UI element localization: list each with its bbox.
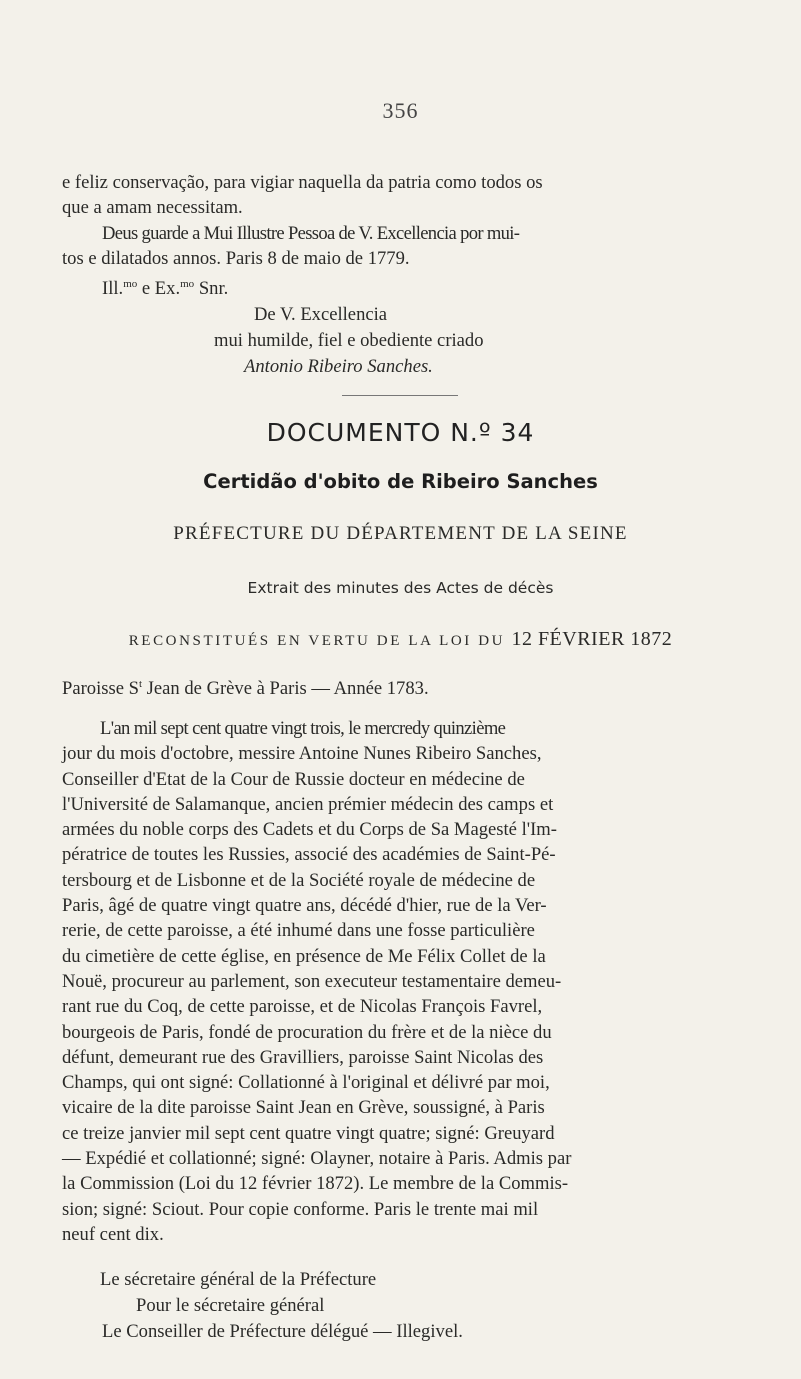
body-line: du cimetière de cette église, en présence de Me Félix Collet de la bbox=[62, 945, 546, 967]
closing-line: De V. Excellencia bbox=[254, 304, 388, 325]
body-line: Conseiller d'Etat de la Cour de Russie docteur en médecine de bbox=[62, 768, 525, 790]
document-title: DOCUMENTO N.º 34 bbox=[266, 418, 535, 447]
body-line: pératrice de toutes les Russies, associé des académies de Saint-Pé- bbox=[62, 844, 556, 866]
body-line: L'an mil sept cent quatre vingt trois, le mercredy quinzième bbox=[100, 718, 506, 739]
body-line: la Commission (Loi du 12 février 1872). Le membre de la Commis- bbox=[62, 1173, 569, 1195]
body-line: bourgeois de Paris, fondé de procuration du frère et de la nièce du bbox=[62, 1021, 552, 1043]
body-line: Champs, qui ont signé: Collationné à l'original et délivré par moi, bbox=[62, 1072, 550, 1094]
salutation: Ill.$^{mo}$ e Ex.$^{mo}$ Snr. bbox=[102, 277, 229, 299]
certificate-body bbox=[62, 716, 692, 1247]
reconstitues-heading: RECONSTITUÉS EN VERTU DE LA LOI DU 12 FÉVRIER 1872 bbox=[128, 628, 673, 650]
prefecture-heading: PRÉFECTURE DU DÉPARTEMENT DE LA SEINE bbox=[173, 523, 628, 544]
body-line: vicaire de la dite paroisse Saint Jean en Grève, soussigné, à Paris bbox=[62, 1097, 545, 1119]
document-subtitle: Certidão d'obito de Ribeiro Sanches bbox=[203, 470, 598, 493]
letter-line: e feliz conservação, para vigiar naquella da patria como todos os bbox=[62, 172, 543, 193]
letter-body bbox=[62, 170, 690, 271]
closing-line: mui humilde, fiel e obediente criado bbox=[214, 330, 484, 351]
body-line: sion; signé: Sciout. Pour copie conforme. Paris le trente mai mil bbox=[62, 1198, 539, 1220]
letter-line: que a amam necessitam. bbox=[62, 197, 243, 219]
letter-line: tos e dilatados annos. Paris 8 de maio de 1779. bbox=[62, 247, 410, 269]
letter-line: Deus guarde a Mui Illustre Pessoa de V. Excellencia por mui- bbox=[102, 222, 520, 244]
divider bbox=[342, 395, 458, 396]
signature-line: Le sécretaire général de la Préfecture bbox=[100, 1269, 377, 1290]
body-line: neuf cent dix. bbox=[62, 1223, 164, 1245]
body-line: jour du mois d'octobre, messire Antoine Nunes Ribeiro Sanches, bbox=[62, 743, 542, 765]
extrait-heading: Extrait des minutes des Actes de décès bbox=[247, 579, 554, 597]
body-line: tersbourg et de Lisbonne et de la Société royale de médecine de bbox=[62, 869, 536, 891]
body-line: Nouë, procureur au parlement, son executeur testamentaire demeu- bbox=[62, 970, 562, 992]
letter-signature: Antonio Ribeiro Sanches. bbox=[244, 356, 433, 377]
signature-line: Pour le sécretaire général bbox=[136, 1295, 325, 1316]
body-line: ce treize janvier mil sept cent quatre vingt quatre; signé: Greuyard bbox=[62, 1122, 555, 1144]
body-line: armées du noble corps des Cadets et du Corps de Sa Magesté l'Im- bbox=[62, 819, 557, 841]
body-line: défunt, demeurant rue des Gravilliers, paroisse Saint Nicolas des bbox=[62, 1046, 544, 1068]
page-number: 356 bbox=[382, 98, 419, 123]
signature-line: Le Conseiller de Préfecture délégué — Illegivel. bbox=[102, 1321, 463, 1342]
body-line: rant rue du Coq, de cette paroisse, et de Nicolas François Favrel, bbox=[62, 996, 543, 1018]
body-line: l'Université de Salamanque, ancien prémier médecin des camps et bbox=[62, 793, 554, 815]
body-line: Paris, âgé de quatre vingt quatre ans, décédé d'hier, rue de la Ver- bbox=[62, 895, 547, 917]
body-line: rerie, de cette paroisse, a été inhumé dans une fosse particulière bbox=[62, 920, 535, 942]
body-line: — Expédié et collationné; signé: Olayner, notaire à Paris. Admis par bbox=[62, 1148, 572, 1170]
paroisse-line: Paroisse $S^t$ Jean de Grève à Paris — Année 1783. bbox=[62, 677, 429, 699]
